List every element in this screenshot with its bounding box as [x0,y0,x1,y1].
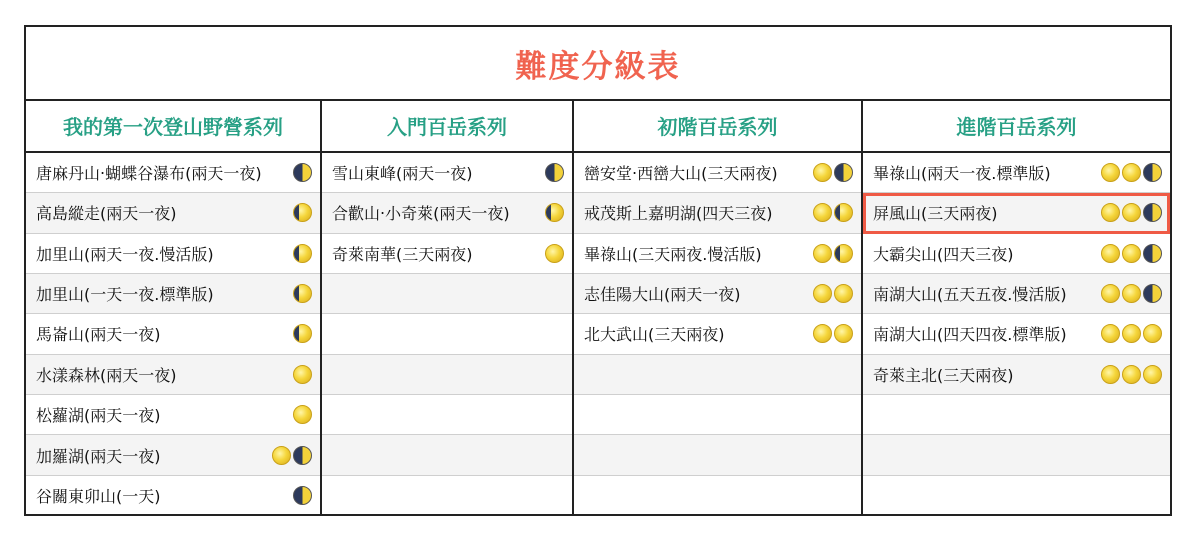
column-1 [26,101,322,516]
route-name: 加里山(兩天一夜.慢活版) [36,244,214,264]
column-header: 我的第一次登山野營系列 [26,101,320,153]
full-moon-icon [1101,284,1120,303]
route-name: 谷關東卯山(一天) [36,487,161,507]
difficulty-rating [293,203,312,222]
difficulty-rating [293,284,312,303]
table-row [574,355,861,395]
table-row [863,435,1170,475]
full-moon-icon [1122,203,1141,222]
gibbous-moon-icon [293,244,312,263]
route-name: 合歡山‧小奇萊(兩天一夜) [332,204,510,224]
difficulty-rating [1101,365,1162,384]
difficulty-rating [813,163,853,182]
route-name: 南湖大山(五天五夜.慢活版) [873,285,1067,305]
column-2 [322,101,574,516]
full-moon-icon [1122,284,1141,303]
full-moon-icon [1143,365,1162,384]
table-row [26,193,320,233]
table-row [26,234,320,274]
table-row [322,355,572,395]
difficulty-rating [1101,163,1162,182]
table-row [322,274,572,314]
full-moon-icon [834,284,853,303]
full-moon-icon [272,446,291,465]
route-name: 南湖大山(四天四夜.標準版) [873,325,1067,345]
difficulty-rating [545,203,564,222]
route-name: 雪山東峰(兩天一夜) [332,163,473,183]
full-moon-icon [1101,365,1120,384]
full-moon-icon [1101,163,1120,182]
difficulty-rating [293,486,312,505]
full-moon-icon [545,244,564,263]
column-4 [863,101,1170,516]
table-row [863,395,1170,435]
full-moon-icon [813,203,832,222]
route-name: 巒安堂‧西巒大山(三天兩夜) [584,163,778,183]
table-row [322,395,572,435]
half-moon-icon [1143,244,1162,263]
route-name: 屏風山(三天兩夜) [873,204,998,224]
route-name: 加里山(一天一夜.標準版) [36,285,214,305]
table-row [863,153,1170,193]
difficulty-rating [1101,324,1162,343]
table-row [26,274,320,314]
full-moon-icon [1122,365,1141,384]
full-moon-icon [834,324,853,343]
table-row [574,435,861,475]
route-name: 志佳陽大山(兩天一夜) [584,285,741,305]
table-row [322,476,572,516]
table-row [322,193,572,233]
difficulty-rating [293,244,312,263]
table-row-highlighted [863,193,1170,233]
table-row [26,395,320,435]
table-row [26,314,320,354]
difficulty-rating [1101,244,1162,263]
full-moon-icon [813,324,832,343]
route-name: 奇萊主北(三天兩夜) [873,365,1014,385]
table-row [322,314,572,354]
title-row [26,27,1170,101]
table-row [574,193,861,233]
route-name: 北大武山(三天兩夜) [584,325,725,345]
route-name: 馬崙山(兩天一夜) [36,325,161,345]
route-name: 戒茂斯上嘉明湖(四天三夜) [584,204,773,224]
route-name: 水漾森林(兩天一夜) [36,365,177,385]
full-moon-icon [813,163,832,182]
column-header: 初階百岳系列 [574,101,861,153]
table-row [574,314,861,354]
route-name: 松蘿湖(兩天一夜) [36,406,161,426]
table-row [574,234,861,274]
table-row [863,355,1170,395]
half-moon-icon [1143,203,1162,222]
table-row [322,435,572,475]
table-row [26,355,320,395]
route-name: 畢祿山(三天兩夜.慢活版) [584,244,762,264]
table-grid [26,101,1170,516]
half-moon-icon [293,163,312,182]
difficulty-rating [293,365,312,384]
half-moon-icon [1143,163,1162,182]
full-moon-icon [813,244,832,263]
table-row [574,395,861,435]
table-row [26,435,320,475]
difficulty-rating [545,244,564,263]
full-moon-icon [1101,244,1120,263]
difficulty-rating [813,244,853,263]
column-header: 進階百岳系列 [863,101,1170,153]
table-row [863,234,1170,274]
half-moon-icon [545,163,564,182]
route-name: 高島縱走(兩天一夜) [36,204,177,224]
full-moon-icon [1122,244,1141,263]
half-moon-icon [834,163,853,182]
difficulty-rating [1101,284,1162,303]
table-row [322,153,572,193]
difficulty-table [24,25,1172,516]
route-name: 奇萊南華(三天兩夜) [332,244,473,264]
difficulty-rating [293,163,312,182]
gibbous-moon-icon [834,203,853,222]
half-moon-icon [293,486,312,505]
gibbous-moon-icon [545,203,564,222]
difficulty-rating [293,324,312,343]
table-row [26,153,320,193]
route-name: 唐麻丹山‧蝴蝶谷瀑布(兩天一夜) [36,163,262,183]
full-moon-icon [293,405,312,424]
table-row [863,274,1170,314]
full-moon-icon [1122,163,1141,182]
difficulty-rating [813,324,853,343]
gibbous-moon-icon [834,244,853,263]
difficulty-rating [813,284,853,303]
table-row [863,476,1170,516]
gibbous-moon-icon [293,284,312,303]
difficulty-rating [293,405,312,424]
half-moon-icon [293,446,312,465]
table-row [322,234,572,274]
table-row [863,314,1170,354]
route-name: 畢祿山(兩天一夜.標準版) [873,163,1051,183]
column-header: 入門百岳系列 [322,101,572,153]
full-moon-icon [293,365,312,384]
difficulty-rating [1101,203,1162,222]
gibbous-moon-icon [293,324,312,343]
page-title: 難度分級表 [515,48,681,85]
table-row [574,476,861,516]
full-moon-icon [1122,324,1141,343]
difficulty-rating [272,446,312,465]
gibbous-moon-icon [293,203,312,222]
full-moon-icon [1101,203,1120,222]
half-moon-icon [1143,284,1162,303]
full-moon-icon [1143,324,1162,343]
table-row [574,274,861,314]
full-moon-icon [813,284,832,303]
difficulty-rating [545,163,564,182]
table-row [26,476,320,516]
route-name: 加羅湖(兩天一夜) [36,446,161,466]
column-3 [574,101,863,516]
route-name: 大霸尖山(四天三夜) [873,244,1014,264]
table-row [574,153,861,193]
full-moon-icon [1101,324,1120,343]
difficulty-rating [813,203,853,222]
